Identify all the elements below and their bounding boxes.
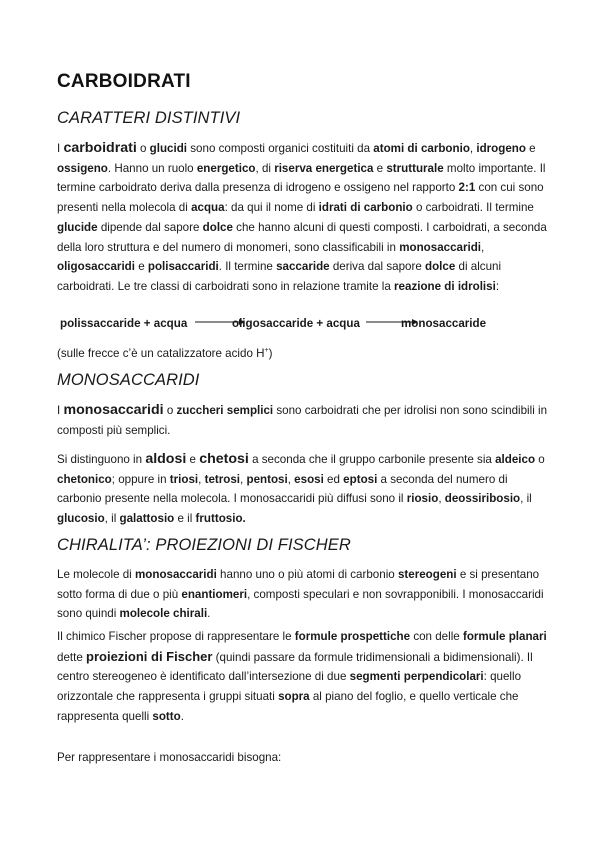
text-run: I (57, 142, 64, 155)
bold-term: reazione di idrolisi (394, 279, 496, 293)
text-run: sono composti organici costituiti da (187, 142, 374, 155)
bold-term: pentosi (246, 472, 288, 486)
bold-term: dolce (425, 260, 456, 274)
text-run: . Hanno un ruolo (107, 161, 197, 175)
text-run: e (525, 142, 536, 155)
bold-term: molecole chirali (119, 607, 208, 621)
text-run: , il (520, 492, 532, 506)
bold-term: esosi (294, 472, 324, 486)
text-run: e (373, 161, 387, 175)
bold-term: carboidrati (63, 140, 137, 156)
text-run: dette (57, 650, 87, 664)
bold-term: aldeico (495, 453, 536, 466)
text-run: Si distinguono in (57, 453, 146, 466)
bold-term: chetosi (199, 451, 249, 467)
paragraph-monosaccaridi-definition (57, 401, 549, 440)
bold-term: deossiribosio (444, 492, 521, 506)
section-heading-chiralita: CHIRALITA’: PROIEZIONI DI FISCHER (57, 536, 351, 554)
text-run: ed (323, 472, 344, 486)
text-run: deriva dal sapore (329, 260, 425, 274)
text-run: ; oppure in (111, 472, 170, 486)
text-run: , (287, 472, 295, 486)
text-run: o (163, 404, 177, 417)
bold-term: aldosi (145, 451, 187, 467)
bold-term: fruttosio. (195, 512, 246, 526)
bold-term: ossigeno (57, 161, 108, 175)
bold-term: monosaccaridi (399, 240, 482, 254)
text-run: , (469, 142, 477, 155)
bold-term: galattosio (119, 512, 175, 526)
reaction-step-monosaccharide: monosaccaride (401, 317, 487, 330)
text-run: I (57, 404, 64, 417)
text-run: Per rappresentare i monosaccaridi bisogna: (57, 751, 282, 764)
bold-term: energetico (196, 161, 256, 175)
text-run: , di (255, 161, 275, 175)
bold-term: acqua (191, 201, 225, 215)
catalyst-note-superscript: + (264, 347, 269, 355)
paragraph-fischer (57, 627, 549, 727)
text-run: sono carboidrati che per idrolisi non sono scindibili in composti più semplici. (57, 404, 548, 437)
bold-term: segmenti perpendicolari (349, 670, 484, 684)
text-run: , il (104, 512, 120, 526)
text-run: con cui sono presenti nella molecola di (57, 181, 544, 215)
reaction-step-oligosaccharide: oligosaccaride + acqua (232, 317, 360, 330)
bold-term: proiezioni di Fischer (86, 648, 213, 664)
text-run: a seconda del numero di carbonio presente nella molecola. I monosaccaridi più diffusi sono il (57, 472, 508, 506)
document-title: CARBOIDRATI (57, 71, 191, 92)
text-run: dipende dal sapore (97, 220, 203, 234)
text-run: (quindi passare da formule tridimensionali a bidimensionali). Il centro stereogeneo è identificato dall’intersezione di due (57, 650, 533, 684)
bold-term: monosaccaridi (134, 568, 217, 581)
text-run: e il (174, 512, 196, 526)
bold-term: atomi di carbonio (373, 142, 470, 155)
text-run: . Il termine (218, 260, 277, 274)
bold-term: triosi (169, 472, 199, 486)
text-run: e (186, 453, 200, 466)
text-run: con delle (410, 630, 463, 643)
bold-term: stereogeni (397, 568, 457, 581)
reaction-step-polysaccharide: polissaccaride + acqua (60, 317, 188, 330)
text-run: al piano del foglio, e quello verticale che rappresenta quelli (57, 690, 519, 723)
bold-term: idrati di carbonio (318, 201, 413, 215)
text-run: o carboidrati. Il termine (412, 201, 534, 215)
bold-term: enantiomeri (181, 587, 248, 601)
text-run: , (198, 472, 205, 486)
text-run: , (240, 472, 247, 486)
text-run: , composti speculari e non sovrapponibili. I monosaccaridi sono quindi (57, 587, 544, 621)
catalyst-note-text: (sulle frecce c’è un catalizzatore acido H (57, 347, 265, 360)
bold-term: zuccheri semplici (176, 404, 274, 417)
bold-term: eptosi (343, 472, 378, 486)
text-run: , (481, 240, 485, 254)
bold-term: sotto (152, 709, 181, 723)
text-run: a seconda che il gruppo carbonile presente sia (248, 453, 496, 466)
text-run: Le molecole di (57, 568, 135, 581)
text-run: o (535, 453, 545, 466)
bold-term: monosaccaridi (63, 402, 164, 418)
bold-term: idrogeno (476, 142, 526, 155)
text-run: di alcuni carboidrati. Le tre classi di carboidrati sono in relazione tramite la (57, 260, 502, 293)
text-run: e si presentano sotto forma di due o più (57, 568, 540, 601)
bold-term: formule prospettiche (294, 630, 411, 643)
paragraph-chiralita (57, 565, 549, 624)
text-run: o (136, 142, 150, 155)
text-run: Il chimico Fischer propose di rappresentare le (57, 630, 295, 643)
text-run: , (438, 492, 445, 506)
bold-term: strutturale (386, 161, 444, 175)
text-run: : quello orizzontale che rappresenta i gruppi situati (57, 670, 522, 704)
paragraph-intro (57, 139, 549, 297)
text-run: e (134, 260, 148, 274)
bold-term: chetonico (57, 472, 112, 486)
bold-term: polisaccaridi (147, 260, 219, 274)
bold-term: 2:1 (458, 181, 476, 195)
bold-term: dolce (202, 220, 233, 234)
text-run: . (180, 709, 184, 723)
catalyst-note (57, 344, 549, 364)
text-run: molto importante. Il termine carboidrato deriva dalla presenza di idrogeno e ossigeno nel rapporto (57, 161, 546, 195)
catalyst-note-close: ) (268, 347, 273, 360)
bold-term: sopra (278, 690, 310, 704)
text-run: . (207, 607, 211, 621)
bold-term: riosio (406, 492, 439, 506)
bold-term: tetrosi (204, 472, 241, 486)
bold-term: formule planari (462, 630, 547, 643)
paragraph-rappresentare (57, 748, 549, 768)
bold-term: riserva energetica (274, 161, 374, 175)
bold-term: glucide (57, 220, 98, 234)
bold-term: oligosaccaridi (57, 260, 135, 274)
text-run: che hanno alcuni di questi composti. I carboidrati, a seconda della loro struttura e del numero di monomeri, sono classificabili in (57, 220, 547, 254)
bold-term: glucosio (57, 512, 105, 526)
text-run: hanno uno o più atomi di carbonio (216, 568, 398, 581)
section-heading-monosaccaridi: MONOSACCARIDI (57, 371, 200, 389)
text-run: : da qui il nome di (224, 201, 319, 215)
bold-term: saccaride (276, 260, 330, 274)
text-run: : (495, 279, 500, 293)
section-heading-caratteri: CARATTERI DISTINTIVI (57, 109, 241, 127)
paragraph-monosaccaridi-classification (57, 450, 549, 529)
bold-term: glucidi (149, 142, 188, 155)
